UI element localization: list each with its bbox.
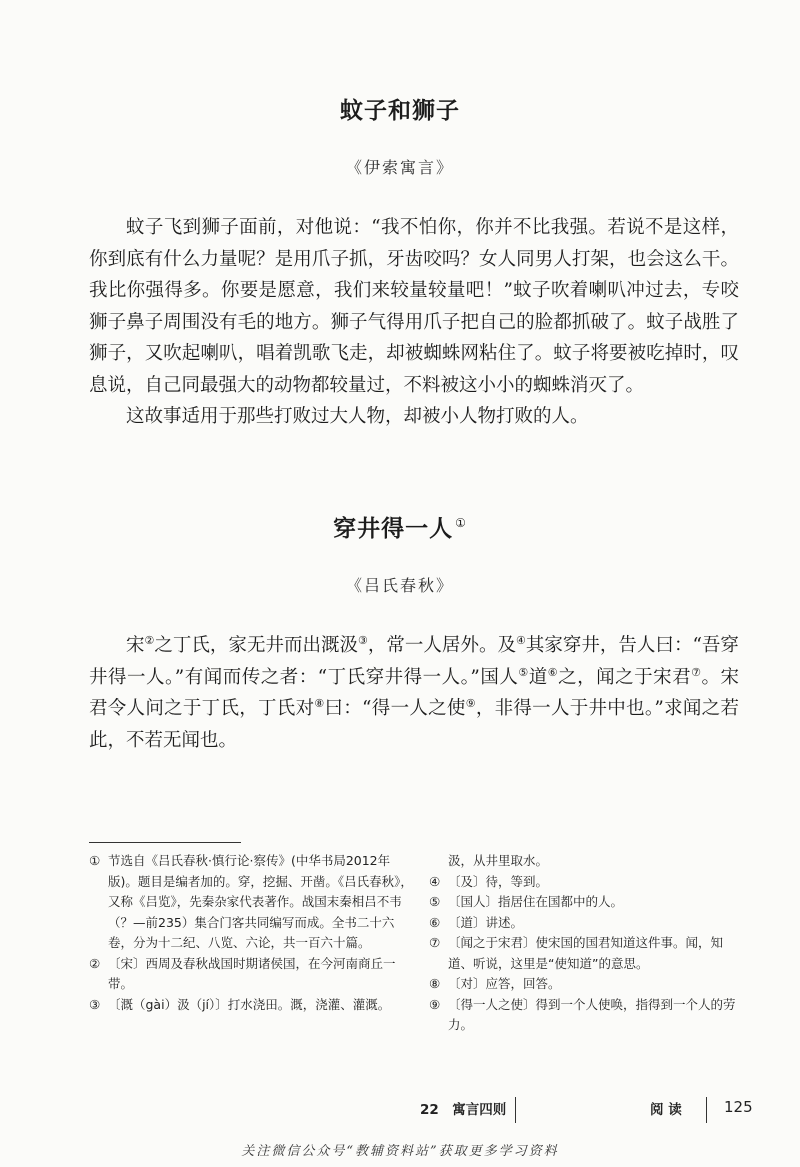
footnote-2: ② 〔宋〕西周及春秋战国时期诸侯国，在今河南商丘一带。 [89, 955, 396, 991]
footnote-4: ④ 〔及〕待，等到。 [429, 873, 549, 889]
story1-body [89, 212, 739, 433]
note-ref-6: ⑥ [547, 665, 559, 679]
footnote-3-continued: 汲，从井里取水。 [448, 853, 549, 868]
note-ref-8: ⑧ [314, 696, 325, 710]
note-ref-5: ⑤ [518, 665, 529, 679]
watermark-text: 关注微信公众号“教辅资料站”获取更多学习资料 [241, 1144, 559, 1159]
story2-paragraph: 宋②之丁氏，家无井而出溉汲③，常一人居外。及④其家穿井，告人曰：“吾穿井得一人。”有闻而传之者：“丁氏穿井得一人。”国人⑤道⑥之，闻之于宋君⑦。宋君令人问之于丁氏，丁氏对⑧曰：“得一人之使⑨，非得一人于井中也。”求闻之若此，不若无闻也。 [89, 633, 739, 751]
footnote-9: ⑨ 〔得一人之使〕得到一个人使唤，指得到一个人的劳力。 [429, 996, 736, 1032]
footnotes-right-column [429, 851, 745, 1036]
note-ref-9: ⑨ [465, 696, 476, 710]
story1-paragraph-1: 蚊子飞到狮子面前，对他说：“我不怕你，你并不比我强。若说不是这样，你到底有什么力量呢？是用爪子抓，牙齿咬吗？女人同男人打架，也会这么干。我比你强得多。你要是愿意，我们来较量较量吧！”蚊子吹着喇叭冲过去，专咬狮子鼻子周围没有毛的地方。狮子气得用爪子把自己的脸都抓破了。蚊子战胜了狮子，又吹起喇叭，唱着凯歌飞走，却被蜘蛛网粘住了。蚊子将要被吃掉时，叹息说，自己同最强大的动物都较量过，不料被这小小的蜘蛛消灭了。 [89, 217, 739, 396]
footer-lesson: 22 寓言四则 [420, 1102, 507, 1118]
story1-title: 蚊子和狮子 [340, 98, 460, 124]
footnote-divider [89, 842, 241, 843]
story2-source: 《吕氏春秋》 [345, 576, 454, 595]
footnote-7: ⑦ 〔闻之于宋君〕使宋国的国君知道这件事。闻，知道、听说，这里是“使知道”的意思。 [429, 935, 724, 971]
footnotes-left-column [89, 851, 417, 1015]
page-number: 125 [724, 1098, 753, 1116]
note-ref-7: ⑦ [691, 665, 702, 679]
footnote-6: ⑥ 〔道〕讲述。 [429, 914, 524, 930]
footer-divider-left [515, 1097, 516, 1123]
footer-divider-right [706, 1097, 707, 1123]
story1-source: 《伊索寓言》 [345, 158, 454, 177]
note-ref-3: ③ [358, 633, 368, 647]
story2-title [0, 510, 800, 543]
story2-title-text: 穿井得一人 [333, 516, 454, 542]
note-ref-2: ② [144, 633, 155, 647]
story2-body [89, 630, 739, 756]
story1-paragraph-2: 这故事适用于那些打败过大人物，却被小人物打败的人。 [126, 406, 589, 427]
footnote-5: ⑤ 〔国人〕指居住在国都中的人。 [429, 894, 624, 909]
story2-title-note: ① [455, 516, 467, 531]
footnote-3: ③ 〔溉（gài）汲（jí）〕打水浇田。溉，浇灌、灌溉。 [89, 996, 391, 1012]
footer-section: 阅 读 [650, 1102, 682, 1118]
note-ref-4: ④ [515, 633, 526, 647]
footnote-1: ① 节选自《吕氏春秋·慎行论·察传》(中华书局2012年版)。题目是编者加的。穿，挖掘、开凿。《吕氏春秋》，又称《吕览》，先秦杂家代表著作。战国末秦相吕不韦（？—前235）集合门客共同编写而成。全书二十六卷，分为十二纪、八览、六论，共一百六十篇。 [89, 853, 413, 950]
footnote-8: ⑧ 〔对〕应答，回答。 [429, 976, 561, 991]
